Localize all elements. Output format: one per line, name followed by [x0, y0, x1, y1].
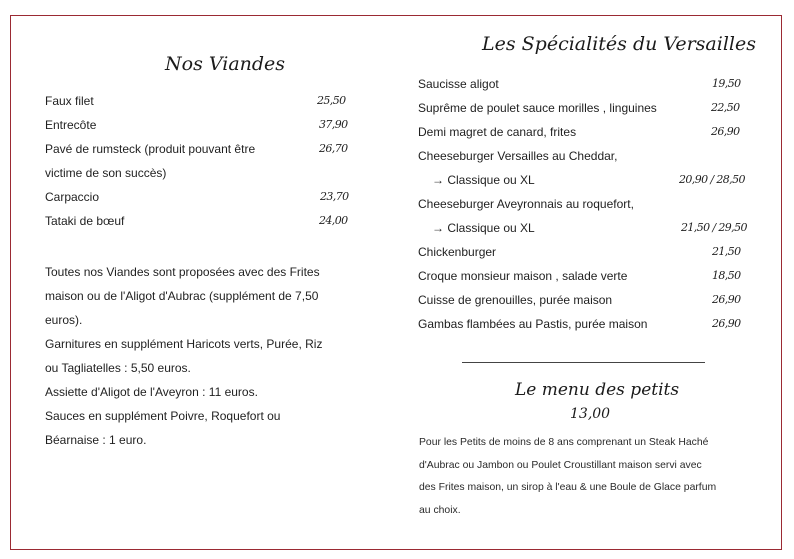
- item-price: 21,50 / 29,50: [681, 221, 747, 234]
- menu-item: [45, 89, 94, 113]
- item-price: 23,70: [320, 190, 349, 203]
- item-name: → Classique ou XL: [432, 221, 535, 235]
- menu-item: [418, 72, 499, 96]
- notes-line: ou Tagliatelles : 5,50 euros.: [45, 361, 191, 375]
- item-name: Faux filet: [45, 94, 94, 108]
- item-name: Entrecôte: [45, 118, 97, 132]
- section-divider: [462, 362, 705, 363]
- notes-line: euros).: [45, 313, 83, 327]
- section-title-menu-petits: Le menu des petits: [515, 380, 680, 400]
- item-name: Cuisse de grenouilles, purée maison: [418, 293, 613, 307]
- item-price: 26,90: [711, 125, 740, 138]
- item-name: Carpaccio: [45, 190, 100, 204]
- menu-item: [45, 113, 96, 137]
- item-price: 37,90: [319, 118, 348, 131]
- menu-item: [418, 312, 647, 336]
- menu-item: [418, 96, 657, 120]
- notes-line: Béarnaise : 1 euro.: [45, 433, 147, 447]
- section-title-specialites: Les Spécialités du Versailles: [482, 33, 756, 55]
- kids-menu-price: 13,00: [570, 406, 611, 422]
- item-price: 19,50: [712, 77, 741, 90]
- item-name: Saucisse aligot: [418, 77, 499, 91]
- kids-menu-line: Pour les Petits de moins de 8 ans comprenant un Steak Haché: [419, 437, 709, 448]
- menu-item: [418, 288, 612, 312]
- notes-line: Garnitures en supplément Haricots verts, Purée, Riz: [45, 337, 323, 351]
- item-price: 21,50: [712, 245, 741, 258]
- kids-menu-line: des Frites maison, un sirop à l'eau & une Boule de Glace parfum: [419, 482, 717, 493]
- item-name: Chickenburger: [418, 245, 497, 259]
- menu-item: [418, 240, 496, 264]
- item-name: Pavé de rumsteck (produit pouvant être: [45, 142, 256, 156]
- item-name: Cheeseburger Aveyronnais au roquefort,: [418, 197, 634, 211]
- item-name: Gambas flambées au Pastis, purée maison: [418, 317, 648, 331]
- section-title-viandes: Nos Viandes: [165, 53, 286, 75]
- menu-item: [432, 168, 535, 192]
- item-price: 26,90: [712, 317, 741, 330]
- kids-menu-line: d'Aubrac ou Jambon ou Poulet Croustillant maison servi avec: [419, 459, 702, 471]
- menu-item: [418, 192, 634, 216]
- item-price: 26,90: [712, 293, 741, 306]
- notes-line: Sauces en supplément Poivre, Roquefort ou: [45, 409, 281, 423]
- menu-item: [432, 216, 535, 240]
- item-price: 24,00: [319, 214, 348, 227]
- item-price: 25,50: [317, 94, 346, 107]
- menu-item: [45, 161, 166, 185]
- notes-line: Toutes nos Viandes sont proposées avec des Frites: [45, 265, 320, 279]
- menu-item: [418, 264, 627, 288]
- item-price: 18,50: [712, 269, 741, 282]
- item-name: Demi magret de canard, frites: [418, 125, 577, 139]
- item-name: Croque monsieur maison , salade verte: [418, 269, 628, 283]
- item-name: victime de son succès): [45, 166, 167, 180]
- item-name: → Classique ou XL: [432, 173, 535, 187]
- item-price: 20,90 / 28,50: [679, 173, 745, 186]
- menu-item: [45, 209, 124, 233]
- notes-line: Assiette d'Aligot de l'Aveyron : 11 euros.: [45, 385, 258, 399]
- menu-item: [45, 137, 255, 161]
- item-name: Suprême de poulet sauce morilles , linguines: [418, 101, 657, 115]
- item-price: 26,70: [319, 142, 348, 155]
- kids-menu-line: au choix.: [419, 504, 461, 516]
- menu-item: [418, 120, 576, 144]
- menu-item: [418, 144, 617, 168]
- menu-item: [45, 185, 99, 209]
- item-price: 22,50: [711, 101, 740, 114]
- item-name: Tataki de bœuf: [45, 214, 125, 228]
- item-name: Cheeseburger Versailles au Cheddar,: [418, 149, 618, 163]
- notes-line: maison ou de l'Aligot d'Aubrac (supplément de 7,50: [45, 289, 319, 303]
- kids-menu-description: [419, 432, 764, 522]
